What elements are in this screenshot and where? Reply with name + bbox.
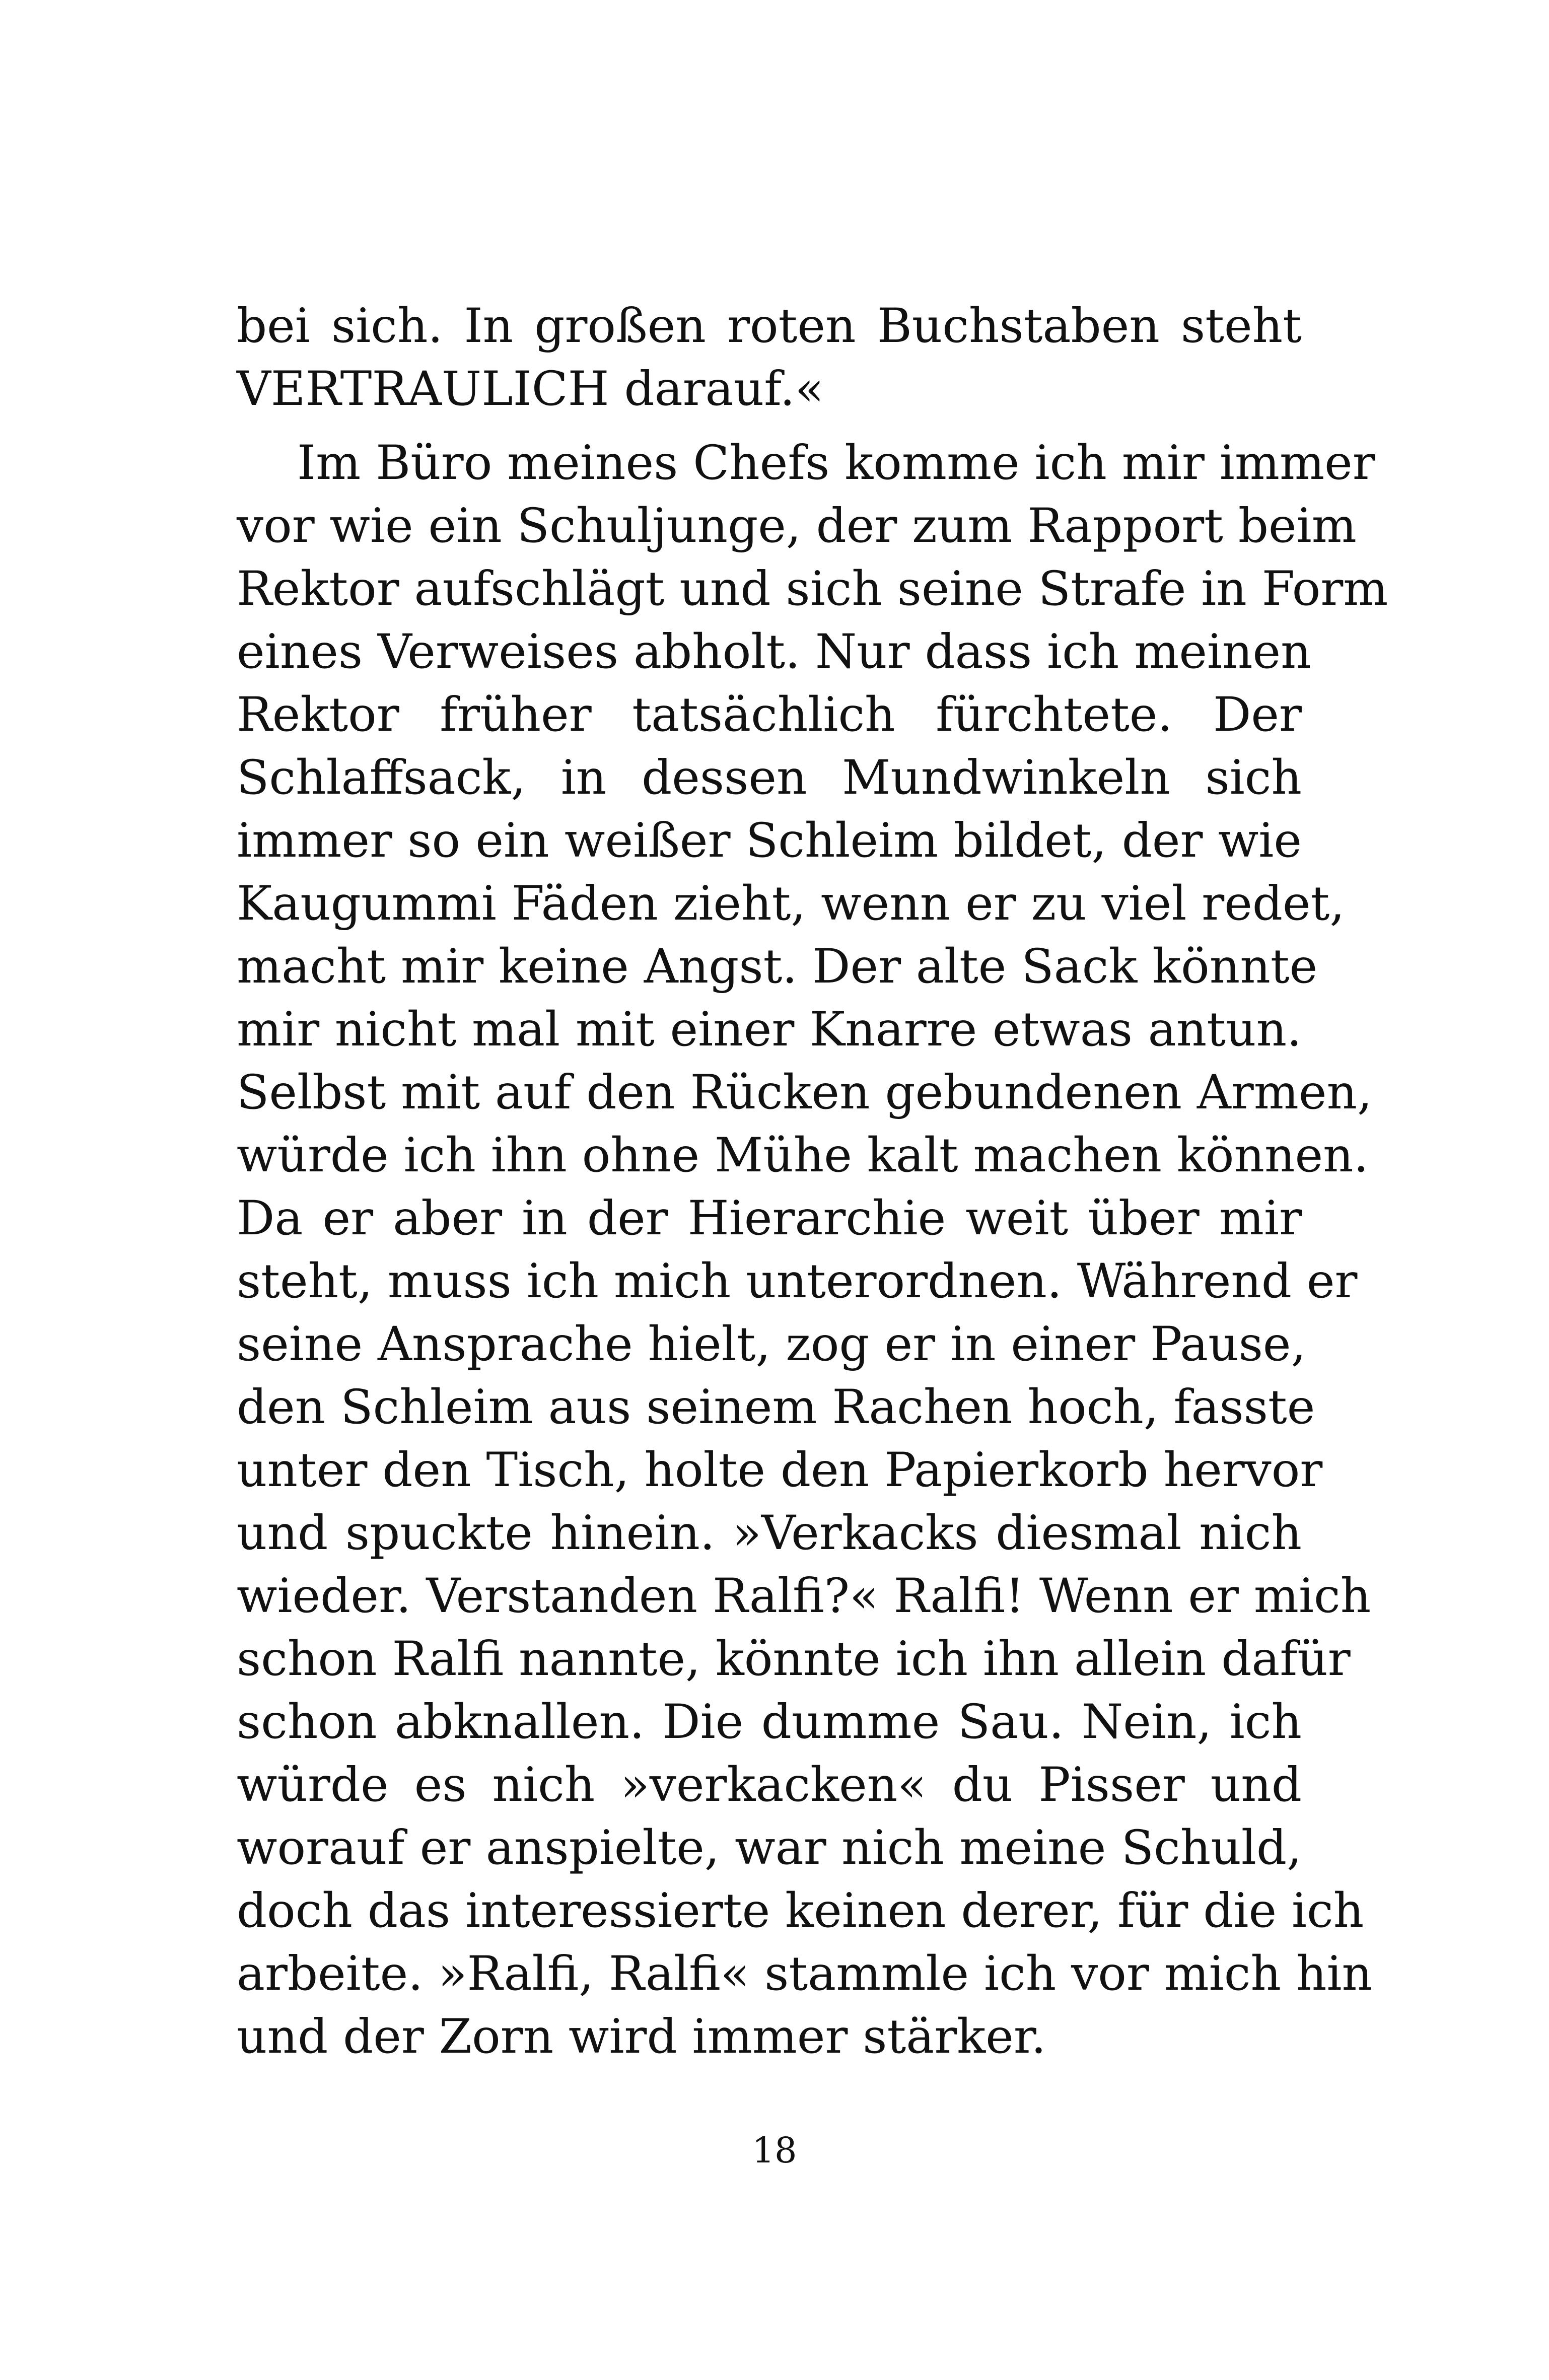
text-line: Kaugummi Fäden zieht, wenn er zu viel redet,	[237, 876, 1345, 931]
text-line: Im Büro meines Chefs komme ich mir immer	[297, 436, 1375, 491]
text-line: arbeite. »Ralfi, Ralfi« stammle ich vor mich hin	[237, 1946, 1373, 2001]
text-line: und der Zorn wird immer stärker.	[237, 2009, 1046, 2064]
text-line: schon Ralfi nannte, könnte ich ihn allein dafür	[237, 1632, 1351, 1687]
body-text	[237, 295, 1388, 2068]
text-line: würde es nich »verkacken« du Pisser und	[237, 1758, 1302, 1812]
text-line: schon abknallen. Die dumme Sau. Nein, ich	[237, 1695, 1302, 1749]
text-line: Rektor früher tatsächlich fürchtete. Der	[237, 687, 1302, 742]
text-line: bei sich. In großen roten Buchstaben steht	[237, 299, 1302, 354]
text-line: vor wie ein Schuljunge, der zum Rapport beim	[237, 499, 1357, 553]
text-line: immer so ein weißer Schleim bildet, der wie	[237, 813, 1302, 868]
text-line: Selbst mit auf den Rücken gebundenen Armen,	[237, 1065, 1372, 1120]
text-line: doch das interessierte keinen derer, für die ich	[237, 1883, 1364, 1938]
text-line: macht mir keine Angst. Der alte Sack könnte	[237, 939, 1318, 994]
text-line: seine Ansprache hielt, zog er in einer Pause,	[237, 1317, 1306, 1372]
page-number: 18	[752, 2130, 797, 2171]
text-line: Da er aber in der Hierarchie weit über mir	[237, 1191, 1302, 1246]
text-line: Schlaffsack, in dessen Mundwinkeln sich	[237, 750, 1302, 805]
text-line: Rektor aufschlägt und sich seine Strafe in Form	[237, 562, 1388, 616]
text-line: mir nicht mal mit einer Knarre etwas antun.	[237, 1002, 1302, 1057]
text-line: den Schleim aus seinem Rachen hoch, fasste	[237, 1380, 1315, 1435]
text-line: eines Verweises abholt. Nur dass ich meinen	[237, 624, 1311, 679]
text-line: wieder. Verstanden Ralfi?« Ralfi! Wenn er mich	[237, 1569, 1371, 1624]
text-line: worauf er anspielte, war nich meine Schuld,	[237, 1821, 1302, 1875]
paragraph-gap	[237, 421, 1302, 432]
text-line: unter den Tisch, holte den Papierkorb hervor	[237, 1443, 1323, 1498]
text-line: und spuckte hinein. »Verkacks diesmal nich	[237, 1506, 1302, 1561]
text-line: steht, muss ich mich unterordnen. Während er	[237, 1254, 1358, 1309]
text-line: würde ich ihn ohne Mühe kalt machen können.	[237, 1128, 1369, 1183]
text-line: VERTRAULICH darauf.«	[237, 362, 824, 416]
